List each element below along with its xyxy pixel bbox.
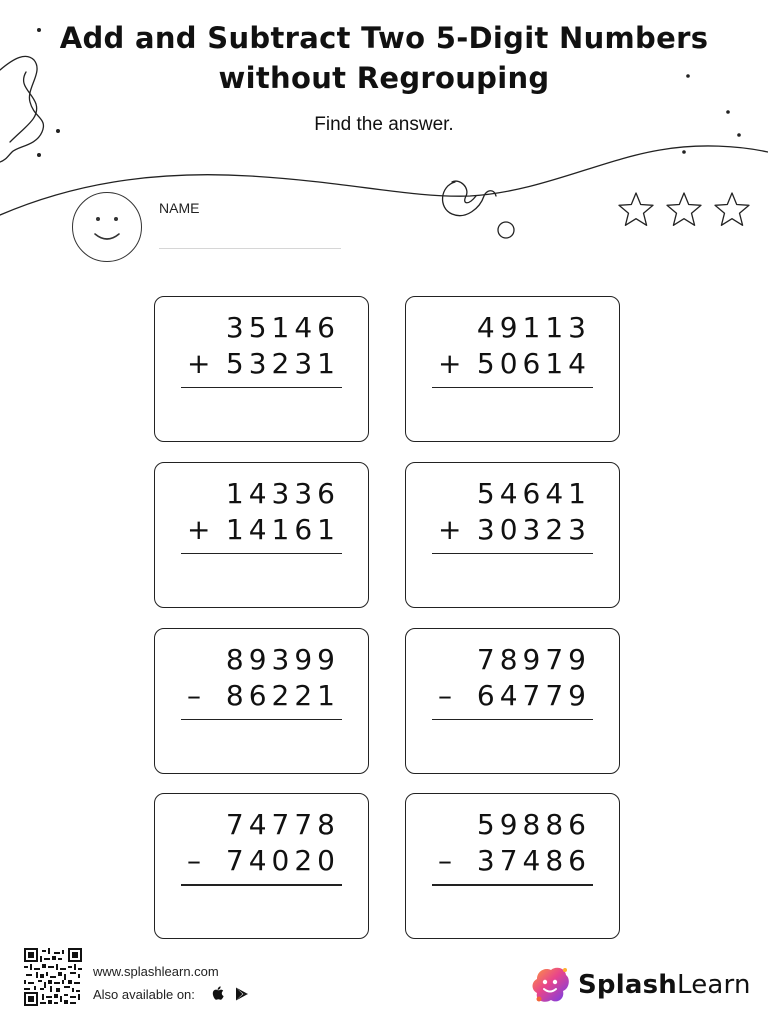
problem-card-5[interactable] [154,628,369,774]
answer-line [181,719,342,720]
answer-line [432,553,593,554]
problem-card-1[interactable] [154,296,369,442]
bottom-number: 74020 [225,844,340,877]
star-icon [619,193,653,225]
operator: + [438,347,462,380]
star-icon [667,193,701,225]
page-title [0,18,768,98]
instruction-text: Find the answer. [314,114,454,135]
title-line-2: without Regrouping [218,61,550,95]
logo-bold: Splash [578,970,677,1000]
apple-icon[interactable] [213,986,224,999]
play-store-icon[interactable] [236,988,248,1001]
bottom-number: 86221 [225,679,340,712]
splashlearn-logo-icon [531,965,571,1005]
bottom-number: 37486 [476,844,591,877]
bottom-number: 53231 [225,347,340,380]
answer-line [432,387,593,388]
answer-line [181,884,342,886]
available-on-label: Also available on: [93,987,195,1002]
answer-line [432,719,593,720]
operator: – [438,679,452,712]
top-number: 78979 [476,643,591,676]
bottom-number: 30323 [476,513,591,546]
problem-card-8[interactable] [405,793,620,939]
store-icons [212,985,256,1003]
splashlearn-logo-text[interactable] [578,970,751,1000]
logo-regular: Learn [676,970,751,1000]
title-line-1: Add and Subtract Two 5-Digit Numbers [59,21,709,55]
operator: – [187,844,201,877]
top-number: 89399 [225,643,340,676]
operator: – [438,844,452,877]
problem-card-6[interactable] [405,628,620,774]
operator: + [187,347,211,380]
website-link[interactable]: www.splashlearn.com [93,964,219,979]
star-icon [715,193,749,225]
top-number: 54641 [476,477,591,510]
bottom-number: 50614 [476,347,591,380]
problem-card-7[interactable] [154,793,369,939]
answer-line [432,884,593,886]
operator: + [187,513,211,546]
problem-card-3[interactable] [154,462,369,608]
name-field[interactable] [159,248,341,249]
top-number: 35146 [225,311,340,344]
operator: + [438,513,462,546]
top-number: 59886 [476,808,591,841]
top-number: 49113 [476,311,591,344]
problem-card-2[interactable] [405,296,620,442]
answer-line [181,553,342,554]
rating-stars [616,190,752,228]
bottom-number: 64779 [476,679,591,712]
top-number: 74778 [225,808,340,841]
top-number: 14336 [225,477,340,510]
qr-code[interactable] [24,948,82,1006]
answer-line [181,387,342,388]
bottom-number: 14161 [225,513,340,546]
smiley-icon [72,192,142,262]
problem-card-4[interactable] [405,462,620,608]
operator: – [187,679,201,712]
name-label: NAME [159,200,200,216]
